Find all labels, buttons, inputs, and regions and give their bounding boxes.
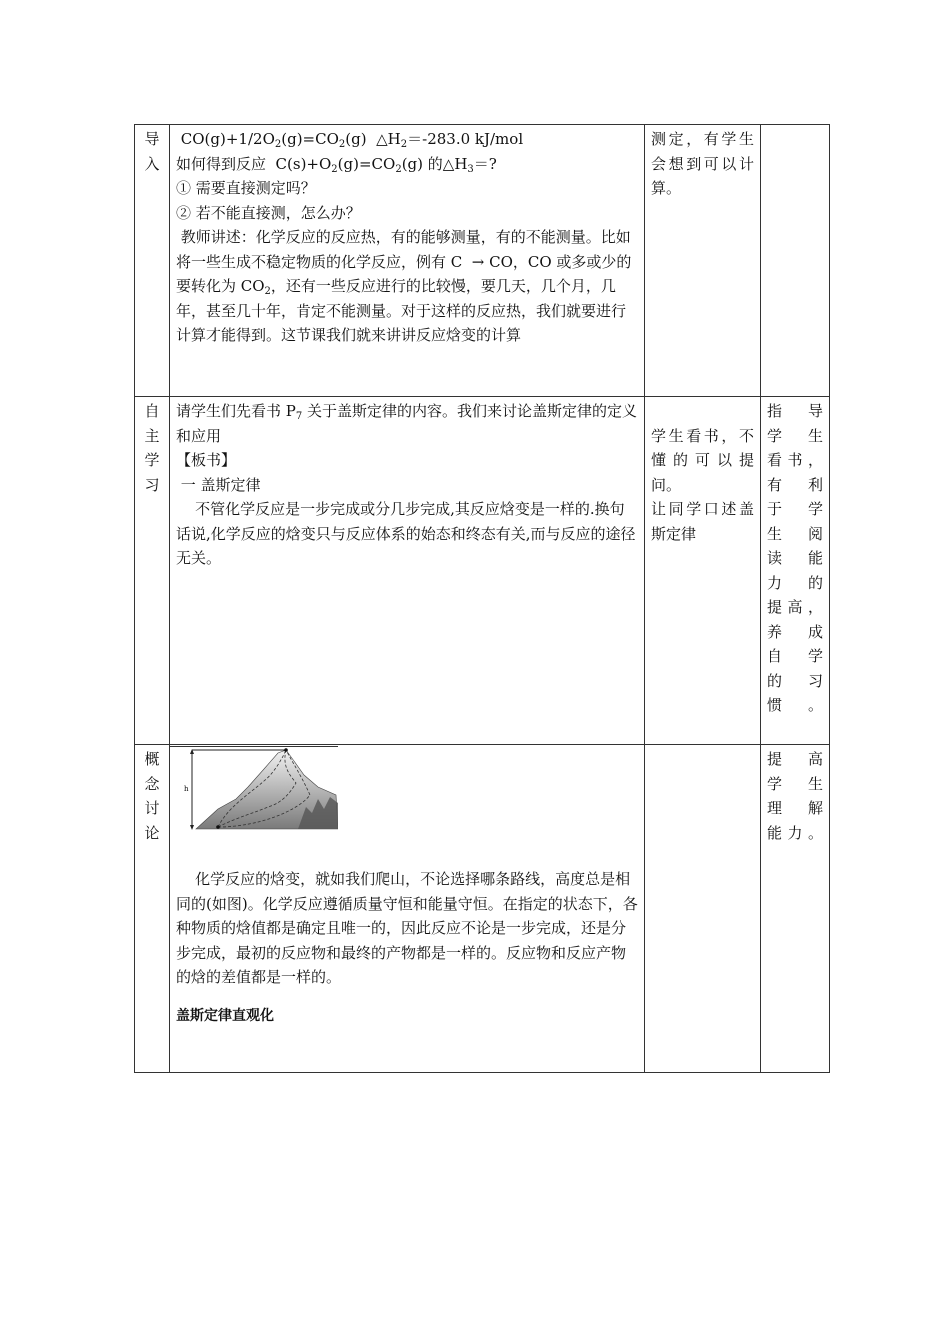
paragraph [176,399,638,448]
text-run: ＝-283.0 kJ/mol [407,130,524,148]
content-cell [170,745,645,1073]
design-intent-line: 提 高 [767,750,823,768]
text-run: (g)=CO [281,130,339,148]
student-activity-cell [645,745,761,1073]
content-cell [170,125,645,397]
stage-char: 概 [144,750,160,768]
design-intent-line: 能力。 [767,823,823,842]
design-intent-line: 自 学 [767,647,823,665]
lesson-plan-table [134,124,830,1073]
design-intent-line: 看书， [767,451,823,469]
content-cell [170,397,645,745]
design-intent-line: 有 利 [767,475,823,494]
text-run: 不管化学反应是一步完成或分几步完成,其反应焓变是一样的.换句话说,化学反应的焓变只与反应体系的始态和终态有关,而与反应的途径无关。 [176,500,636,567]
text-run: ② 若不能直接测，怎么办？ [176,203,361,222]
table-row [135,745,830,1073]
table-row [135,125,830,397]
design-intent-line: 于 学 [767,500,823,518]
stage-char: 导 [144,130,160,148]
text-run: 一 盖斯定律 [176,475,261,494]
section-heading: 盖斯定律直观化 [176,1007,274,1024]
text-run: 化学反应的焓变，就如我们爬山，不论选择哪条路线，高度总是相同的(如图)。化学反应遵循质量守恒和能量守恒。在指定的状态下，各种物质的焓值都是确定且唯一的，因此反应不论是一步完成，还是分步完成，最初的反应物和最终的产物都是一样的。反应物和反应产物的焓的差值都是一样的。 [176,870,638,986]
paragraph [176,201,638,226]
student-activity-text: 测定，有学生会想到可以计算。 [651,130,754,197]
stage-cell [135,125,170,397]
paragraph [176,176,638,201]
design-intent-line: 提高， [767,598,823,616]
subscript: 2 [395,163,402,175]
text-run: ＝? [473,154,497,173]
design-intent-cell [761,745,830,1073]
mountain-climbing-figure [178,747,338,833]
student-activity-cell [645,125,761,397]
paragraph [176,473,638,498]
design-intent-line: 学 生 [767,774,823,793]
design-intent-line: 惯。 [767,696,823,714]
subscript: 2 [274,139,282,150]
paragraph [176,448,638,473]
stage-char: 入 [144,154,160,173]
paragraph [176,867,638,990]
design-intent-cell [761,397,830,745]
stage-char: 讨 [144,799,160,817]
stage-char: 主 [144,426,160,445]
text-run: 【板书】 [176,451,237,469]
design-intent-line: 养 成 [767,622,823,641]
design-intent-line: 生 阅 [767,524,823,543]
text-run: (g) 的△H [401,154,468,173]
figure-top-border [170,746,338,747]
student-activity-cell [645,397,761,745]
student-activity-text: 学生看书，不懂的可以提问。 让同学口述盖斯定律 [651,426,754,543]
table-row [135,397,830,745]
stage-char: 念 [144,774,160,793]
text-run: CO(g)+1/2O [176,130,275,148]
paragraph [176,225,638,348]
text-run: 关于盖斯定律的内容。我们来讨论盖斯定律的定义和应用 [176,402,638,445]
stage-cell [135,745,170,1073]
design-intent-line: 力 的 [767,573,823,592]
subscript: 2 [338,139,346,150]
text-run: ① 需要直接测定吗？ [176,179,316,197]
design-intent-line: 指 导 [767,402,823,420]
subscript: 2 [331,163,338,175]
text-run: (g) △H [345,130,401,148]
stage-char: 习 [144,475,160,494]
design-intent-line: 理 解 [767,799,823,817]
text-run: ，还有一些反应进行的比较慢，要几天，几个月，几年，甚至几十年，肯定不能测量。对于这样的反应热，我们就要进行计算才能得到。这节课我们就来讲讲反应焓变的计算 [176,277,627,344]
subscript: 2 [264,286,271,297]
text-run: (g)=CO [337,154,396,173]
design-intent-cell [761,125,830,397]
subscript: 2 [400,139,408,150]
height-label: h [184,785,189,793]
design-intent-line: 的 习 [767,671,823,690]
subscript: 3 [467,163,474,175]
text-run: 教师讲述：化学反应的反应热，有的能够测量，有的不能测量。比如将一些生成不稳定物质的化学反应，例有 C → CO，CO 或多或少的要转化为 CO [176,228,632,295]
stage-char: 自 [144,402,160,420]
design-intent-line: 学 生 [767,426,823,445]
stage-char: 学 [144,451,160,469]
text-run: 请学生们先看书 P [176,402,296,420]
paragraph [176,152,638,177]
paragraph [176,497,638,571]
text-run: 如何得到反应 C(s)+O [176,154,332,173]
subscript: 7 [295,411,303,422]
design-intent-line: 读 能 [767,549,823,567]
paragraph [176,127,638,152]
stage-char: 论 [144,823,160,842]
stage-cell [135,397,170,745]
